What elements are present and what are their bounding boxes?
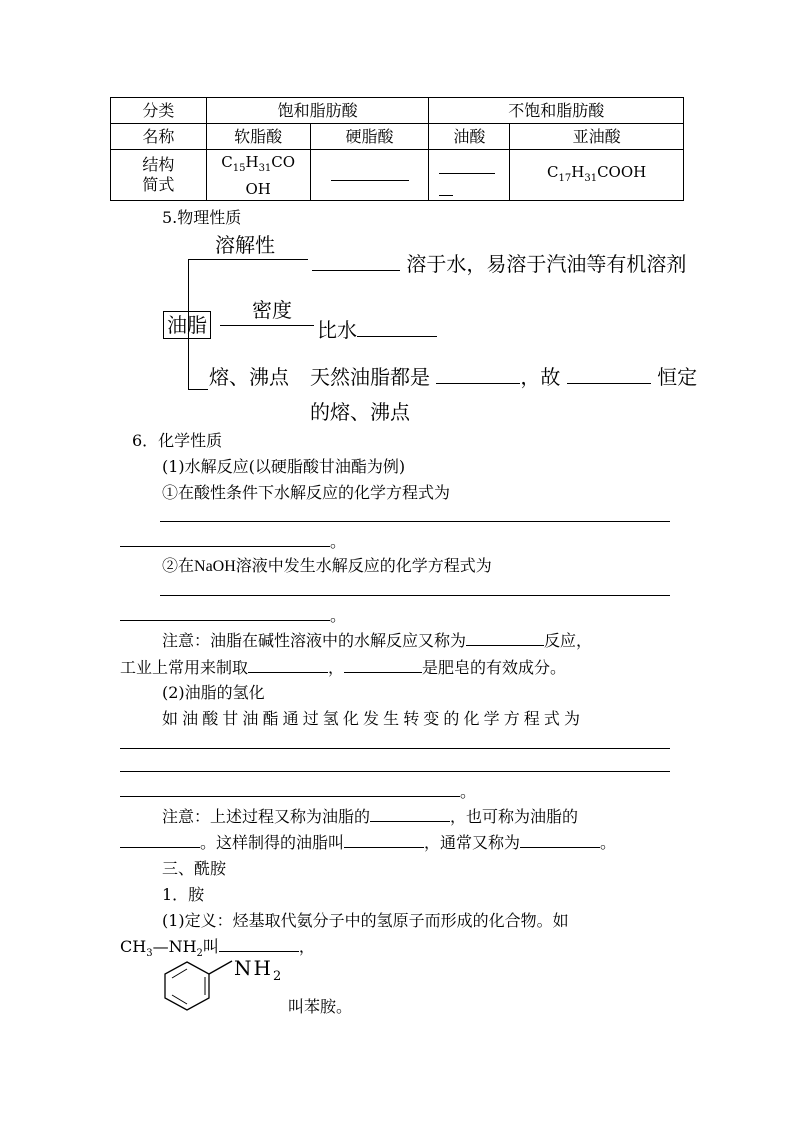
section-title: 6．化学性质 bbox=[132, 431, 223, 450]
note-hydrogenation-2: 。这样制得的油脂叫 ，通常又称为 。 bbox=[120, 830, 616, 853]
table-cell: 软脂酸 bbox=[206, 124, 310, 150]
density-blank[interactable] bbox=[357, 335, 437, 337]
answer-blank[interactable] bbox=[120, 545, 330, 547]
benzene-ring-icon bbox=[160, 958, 240, 1018]
table-cell: 不饱和脂肪酸 bbox=[429, 98, 684, 124]
answer-blank[interactable] bbox=[120, 795, 460, 797]
answer-line-end: 。 bbox=[120, 603, 346, 626]
table-cell: 油酸 bbox=[429, 124, 510, 150]
table-cell: 名称 bbox=[111, 124, 207, 150]
base-hydrolysis-prompt: ②在NaOH溶液中发生水解反应的化学方程式为 bbox=[162, 556, 492, 575]
aniline-label: 叫苯胺。 bbox=[288, 997, 353, 1016]
soap-component-blank[interactable] bbox=[344, 671, 422, 673]
melting-row-2: 的熔、沸点 bbox=[310, 400, 410, 424]
density-label: 密度 bbox=[252, 298, 292, 322]
section-title: 三、酰胺 bbox=[162, 859, 227, 878]
table-cell: 饱和脂肪酸 bbox=[206, 98, 429, 124]
fatty-acid-table bbox=[110, 97, 684, 201]
methylamine-name-blank[interactable] bbox=[219, 950, 299, 952]
bracket-top bbox=[188, 259, 308, 260]
oils-fats-box: 油脂 bbox=[163, 311, 211, 339]
amino-group: $NH_2$ bbox=[234, 956, 284, 984]
hydrogenation-prompt: 如油酸甘油酯通过氢化发生转变的化学方程式为 bbox=[162, 709, 585, 728]
acid-hydrolysis-prompt: ①在酸性条件下水解反应的化学方程式为 bbox=[162, 483, 451, 502]
hydrogenation-title: (2)油脂的氢化 bbox=[162, 683, 265, 702]
palmitic-formula: $C_{15}H_{31}CO$ OH bbox=[206, 150, 310, 201]
melting-blank-2[interactable] bbox=[567, 382, 651, 384]
melting-row bbox=[310, 361, 697, 390]
product-blank[interactable] bbox=[248, 671, 328, 673]
stearic-formula-blank[interactable] bbox=[310, 150, 429, 201]
linoleic-formula: $C_{17}H_{31}COOH$ bbox=[510, 150, 684, 201]
methylamine-line: $CH_3—NH_2$叫 ， bbox=[120, 937, 315, 960]
solubility-text: 溶于水，易溶于汽油等有机溶剂 bbox=[406, 252, 687, 276]
melting-text: 恒定 bbox=[657, 365, 698, 389]
density-row bbox=[317, 314, 437, 343]
section-title: 5.物理性质 bbox=[162, 208, 242, 227]
note-hydrogenation: 注意：上述过程又称为油脂的 ，也可称为油脂的 bbox=[162, 807, 579, 826]
table-cell: 硬脂酸 bbox=[310, 124, 429, 150]
amine-definition: (1)定义：烃基取代氨分子中的氢原子而形成的化合物。如 bbox=[162, 911, 569, 930]
answer-blank[interactable] bbox=[120, 619, 330, 621]
melting-text: ，故 bbox=[520, 365, 561, 389]
table-row bbox=[111, 124, 684, 150]
solubility-label: 溶解性 bbox=[215, 233, 275, 257]
struct-label-line: 结构 bbox=[142, 155, 175, 174]
solubility-row bbox=[312, 248, 686, 277]
table-row bbox=[111, 98, 684, 124]
melting-label: 熔、沸点 bbox=[209, 365, 289, 389]
density-connector bbox=[220, 325, 314, 326]
answer-line[interactable] bbox=[160, 521, 670, 522]
note-saponification-2: 工业上常用来制取 ， 是肥皂的有效成分。 bbox=[120, 658, 567, 677]
hardened-oil-blank[interactable] bbox=[344, 846, 424, 848]
density-text: 比水 bbox=[317, 318, 357, 342]
hydro-name-blank[interactable] bbox=[370, 820, 450, 822]
answer-line[interactable] bbox=[160, 595, 670, 596]
solubility-blank[interactable] bbox=[312, 269, 400, 271]
answer-line-end: 。 bbox=[120, 779, 476, 802]
table-cell: 分类 bbox=[111, 98, 207, 124]
common-name-blank[interactable] bbox=[520, 846, 600, 848]
answer-line[interactable] bbox=[120, 771, 670, 772]
table-cell: 亚油酸 bbox=[510, 124, 684, 150]
bracket-bottom bbox=[188, 389, 208, 390]
saponification-blank[interactable] bbox=[466, 644, 544, 646]
oleic-formula-blank[interactable] bbox=[429, 150, 510, 201]
answer-line-end: 。 bbox=[120, 529, 346, 552]
table-cell bbox=[111, 150, 207, 201]
hydro-alt-blank[interactable] bbox=[120, 846, 200, 848]
note-saponification: 注意：油脂在碱性溶液中的水解反应又称为 反应， bbox=[162, 631, 593, 650]
hydrolysis-title: (1)水解反应(以硬脂酸甘油酯为例) bbox=[162, 457, 406, 476]
struct-label-line: 简式 bbox=[142, 175, 175, 194]
amine-title: 1．胺 bbox=[162, 885, 205, 904]
table-row bbox=[111, 150, 684, 201]
melting-blank-1[interactable] bbox=[436, 382, 520, 384]
melting-text: 天然油脂都是 bbox=[310, 365, 430, 389]
answer-line[interactable] bbox=[120, 748, 670, 749]
